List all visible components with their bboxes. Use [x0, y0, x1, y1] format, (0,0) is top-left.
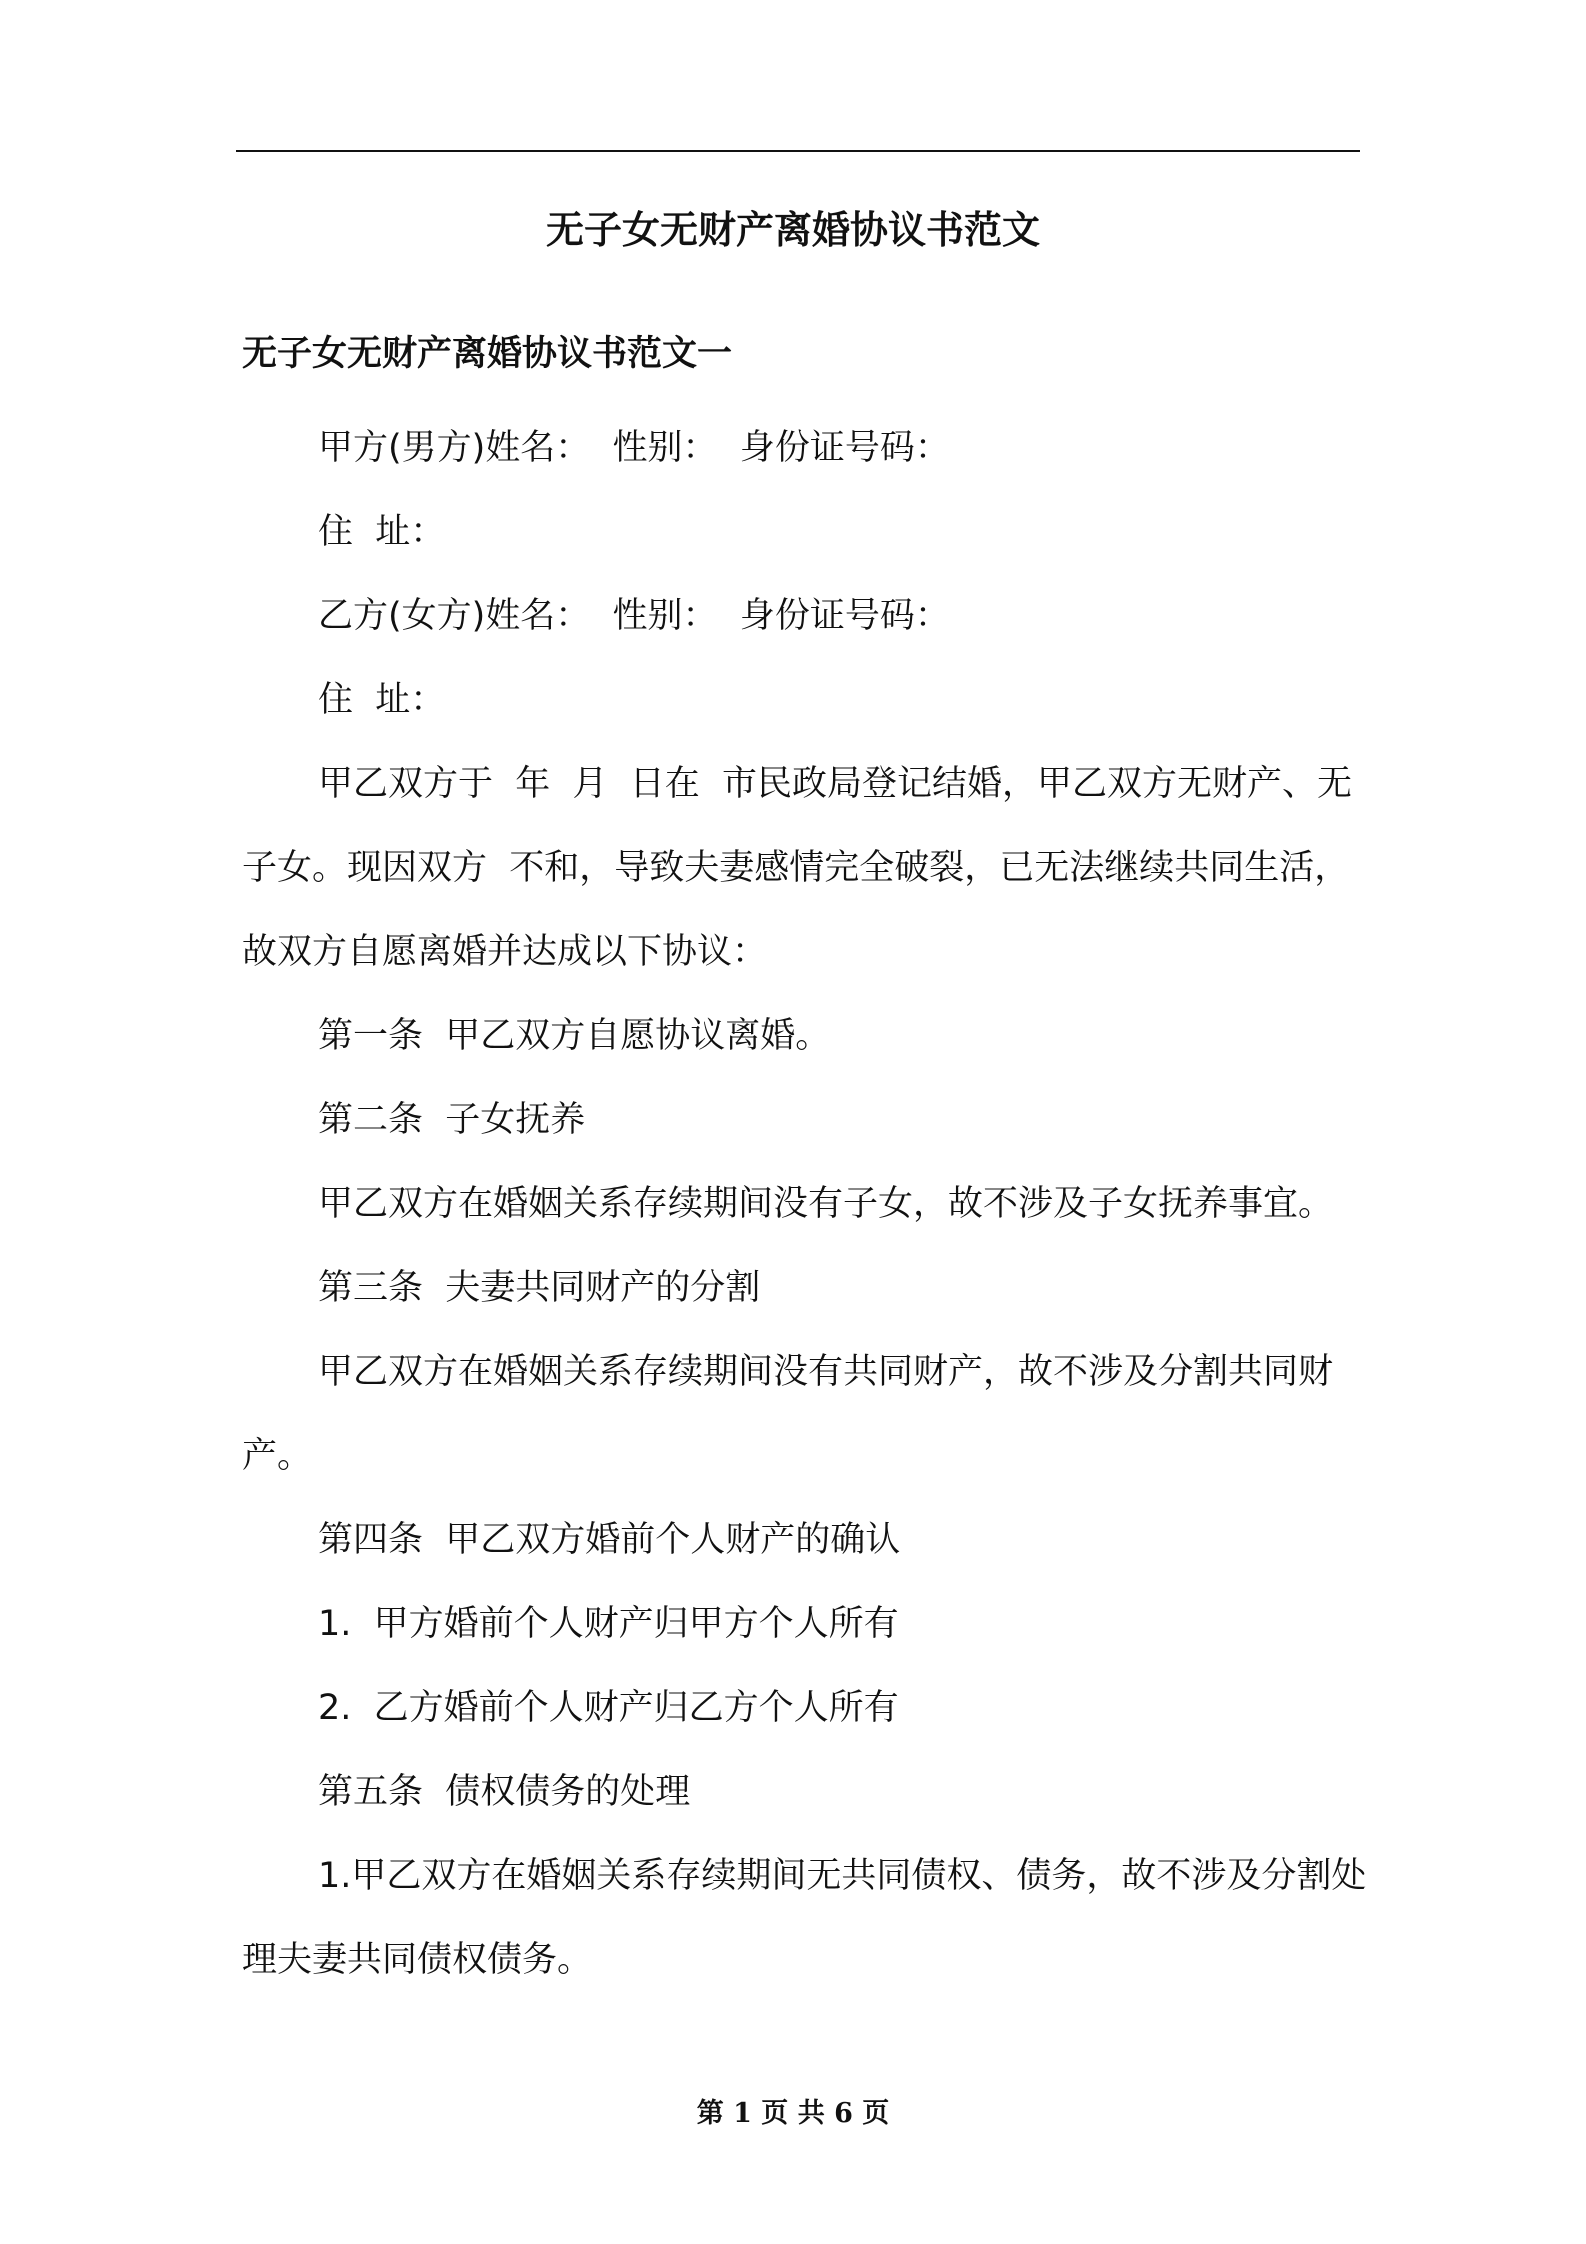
article-4-heading: 第四条 甲乙双方婚前个人财产的确认 — [318, 1520, 901, 1560]
article-5-item-1: 1.甲乙双方在婚姻关系存续期间无共同债权、债务，故不涉及分割处理夫妻共同债权债务。 — [242, 1856, 1367, 1980]
page-number: 第 1 页 共 6 页 — [696, 2098, 890, 2129]
document-title: 无子女无财产离婚协议书范文 — [545, 208, 1040, 252]
article-3-body: 甲乙双方在婚姻关系存续期间没有共同财产，故不涉及分割共同财产。 — [242, 1352, 1334, 1476]
article-1-heading: 第一条 甲乙双方自愿协议离婚。 — [318, 1016, 831, 1056]
party-b-address: 住 址： — [318, 680, 446, 720]
article-3-heading: 第三条 夫妻共同财产的分割 — [318, 1268, 761, 1308]
preamble-paragraph: 甲乙双方于 年 月 日在 市民政局登记结婚，甲乙双方无财产、无子女。现因双方 不和，导致夫妻感情完全破裂，已无法继续共同生活，故双方自愿离婚并达成以下协议： — [242, 764, 1353, 972]
article-4-item-1: 1. 甲方婚前个人财产归甲方个人所有 — [318, 1604, 899, 1644]
party-b-info: 乙方(女方)姓名： 性别： 身份证号码： — [318, 596, 950, 636]
article-2-heading: 第二条 子女抚养 — [318, 1100, 586, 1140]
document-body — [242, 406, 1372, 2002]
party-a-info: 甲方(男方)姓名： 性别： 身份证号码： — [318, 428, 950, 468]
article-2-body: 甲乙双方在婚姻关系存续期间没有子女，故不涉及子女抚养事宜。 — [318, 1184, 1334, 1224]
section-heading: 无子女无财产离婚协议书范文一 — [242, 334, 733, 374]
article-5-heading: 第五条 债权债务的处理 — [318, 1772, 691, 1812]
article-4-item-2: 2. 乙方婚前个人财产归乙方个人所有 — [318, 1688, 899, 1728]
header-rule — [236, 150, 1360, 152]
party-a-address: 住 址： — [318, 512, 446, 552]
